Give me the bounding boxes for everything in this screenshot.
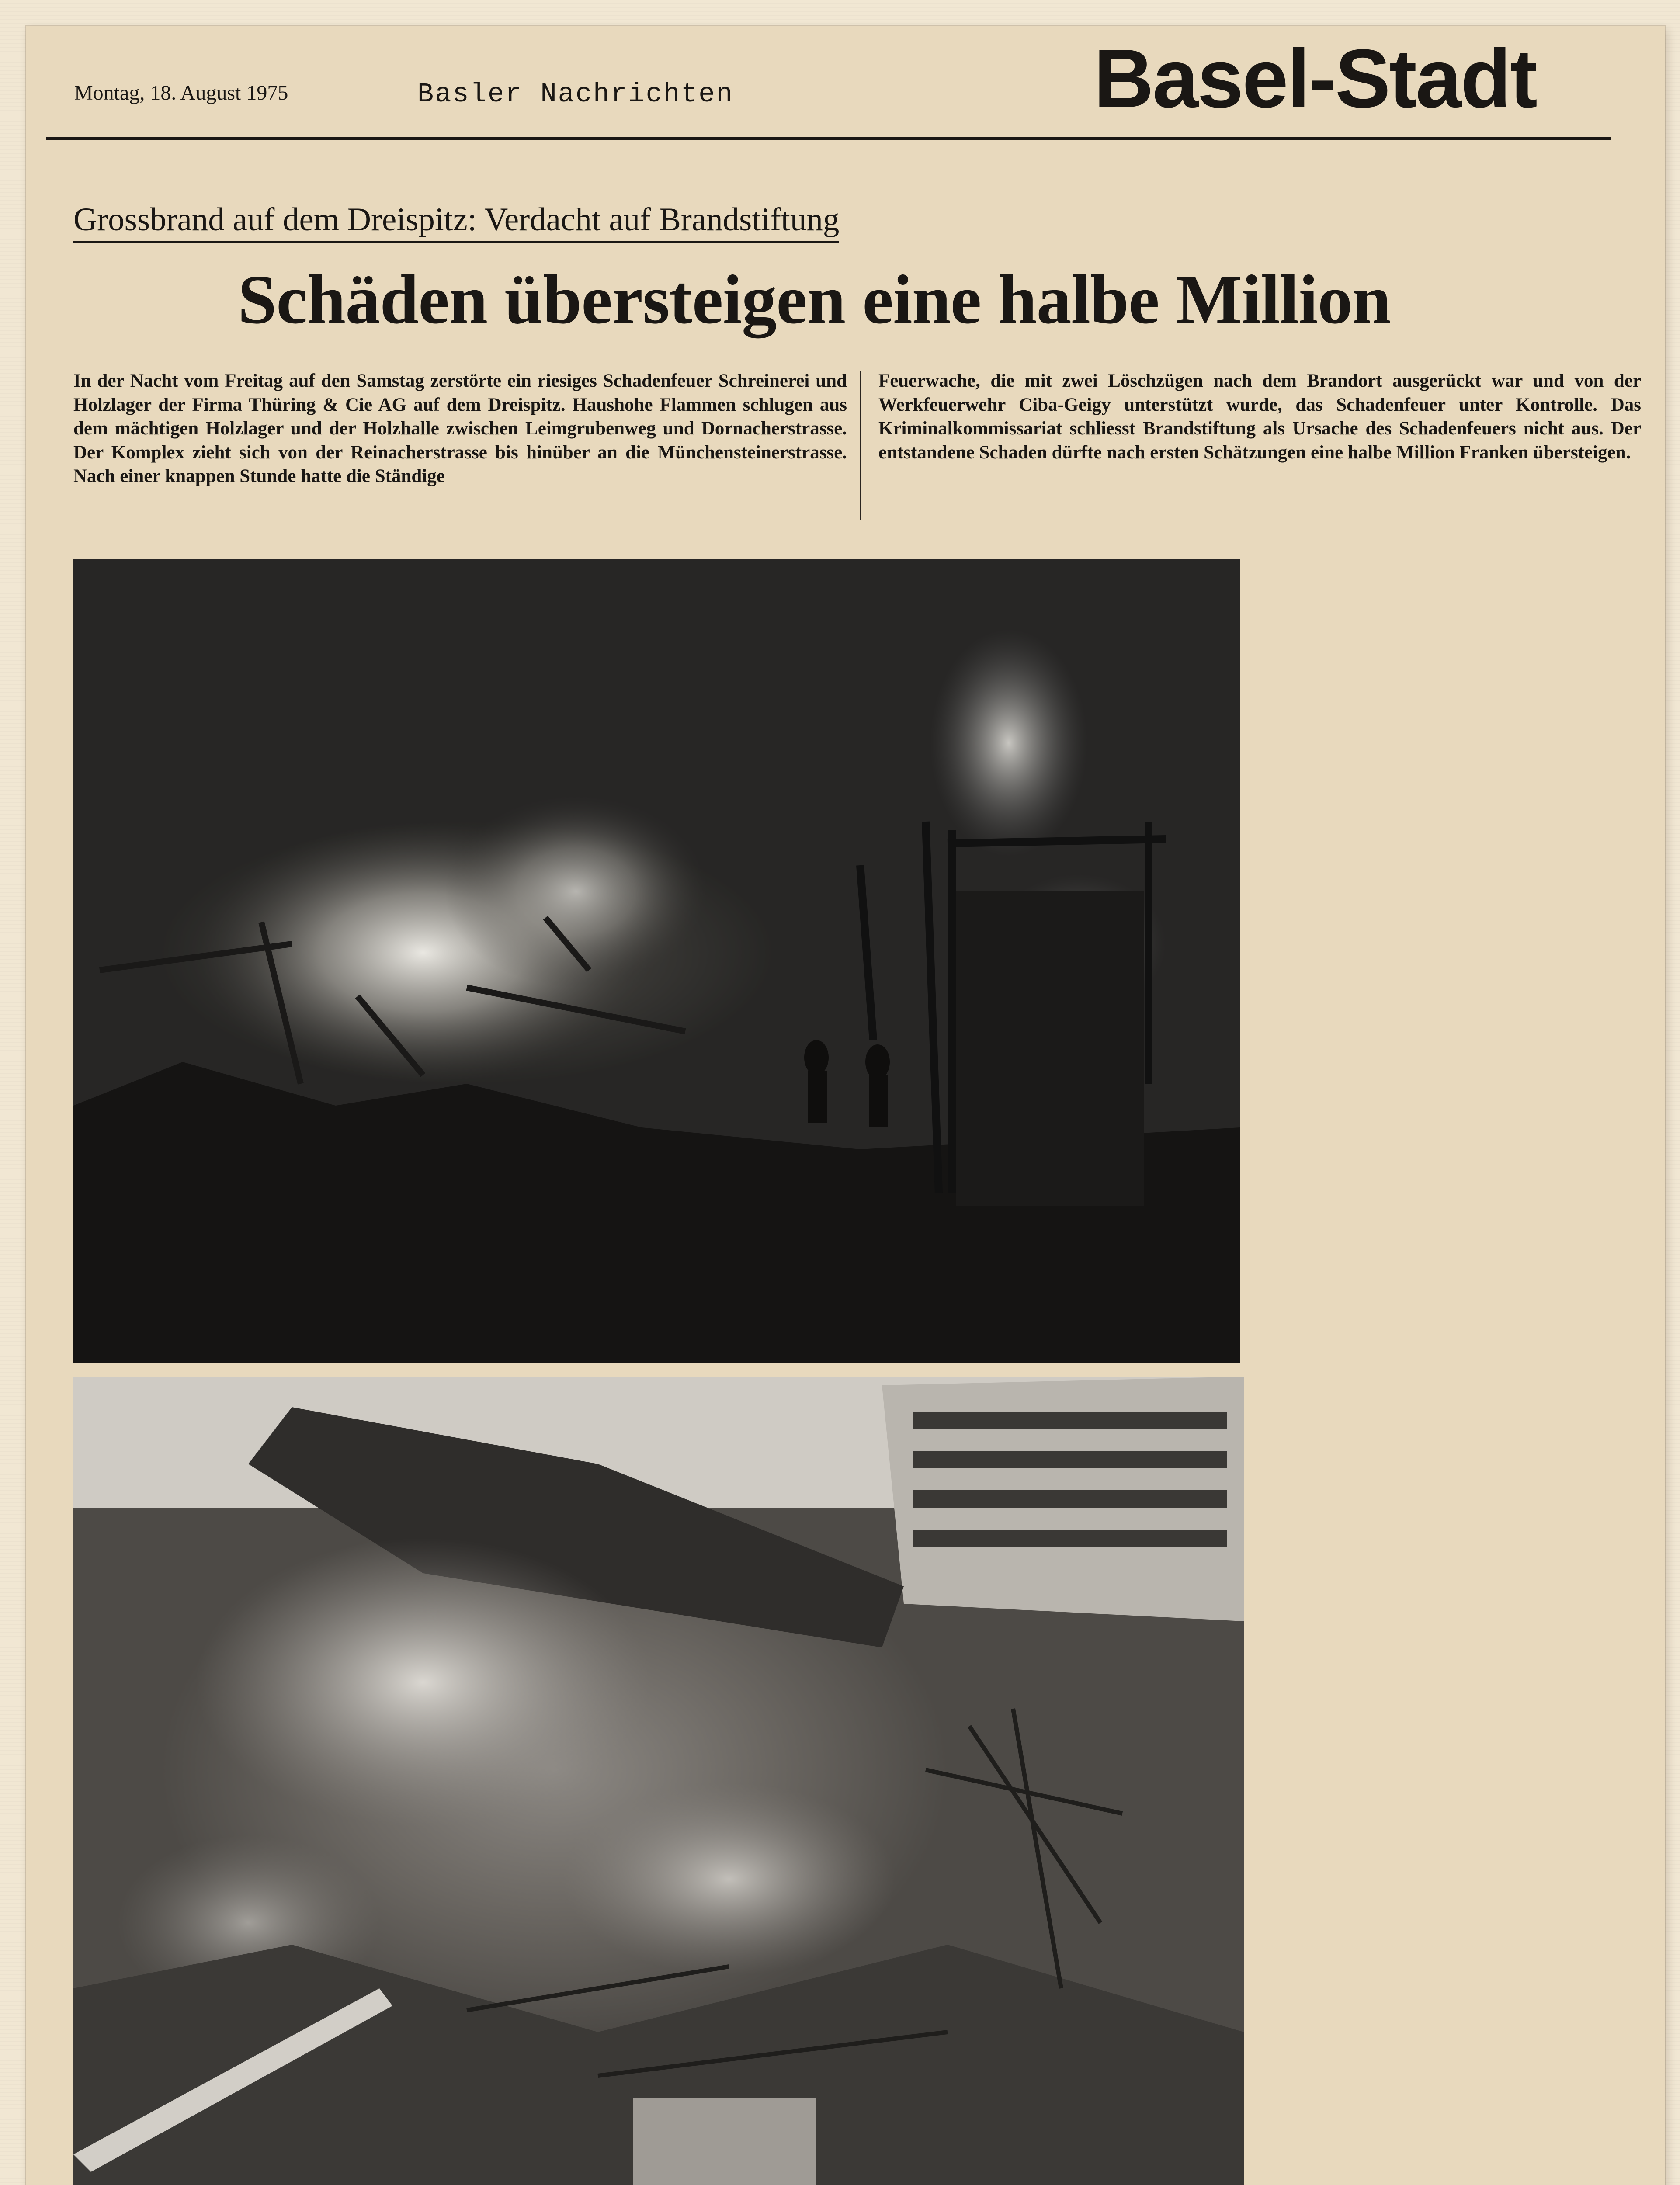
lead-paragraph-left: In der Nacht vom Freitag auf den Samstag zerstörte ein riesiges Schadenfeuer Schreinerei und Holzlager der Firma Thüring & Cie AG auf dem Dreispitz. Haushohe Flammen schlugen aus dem mächtigen Holzlager und der Holzhalle zwischen Leimgrubenweg und Dornacherstrasse. Der Komplex zieht sich von der Reinacherstrasse bis hinüber an die Münchensteinerstrasse. Nach einer knappen Stunde hatte die Ständige [73, 371, 847, 486]
article-kicker: Grossbrand auf dem Dreispitz: Verdacht auf Brandstiftung [73, 199, 839, 243]
section-title: Basel-Stadt [1093, 32, 1536, 125]
article-headline: Schäden übersteigen eine halbe Million [238, 260, 1391, 338]
column-divider [860, 371, 861, 520]
photo-smouldering-ruins [73, 1377, 1244, 2185]
newspaper-name: Basler Nachrichten [417, 79, 734, 110]
page-header [46, 32, 1545, 129]
issue-date: Montag, 18. August 1975 [74, 81, 288, 104]
photo-fire-at-night [73, 559, 1240, 1363]
header-rule [46, 137, 1611, 140]
lead-paragraph-right: Feuerwache, die mit zwei Löschzügen nach dem Brandort ausgerückt war und von der Werkfeuerwehr Ciba-Geigy unterstützt wurde, das Schadenfeuer unter Kontrolle. Das Kriminalkommissariat schliesst Brandstiftung als Ursache des Schadenfeuers nicht aus. Der entstandene Schaden dürfte nach ersten Schätzungen eine halbe Million Franken übersteigen. [878, 371, 1641, 463]
